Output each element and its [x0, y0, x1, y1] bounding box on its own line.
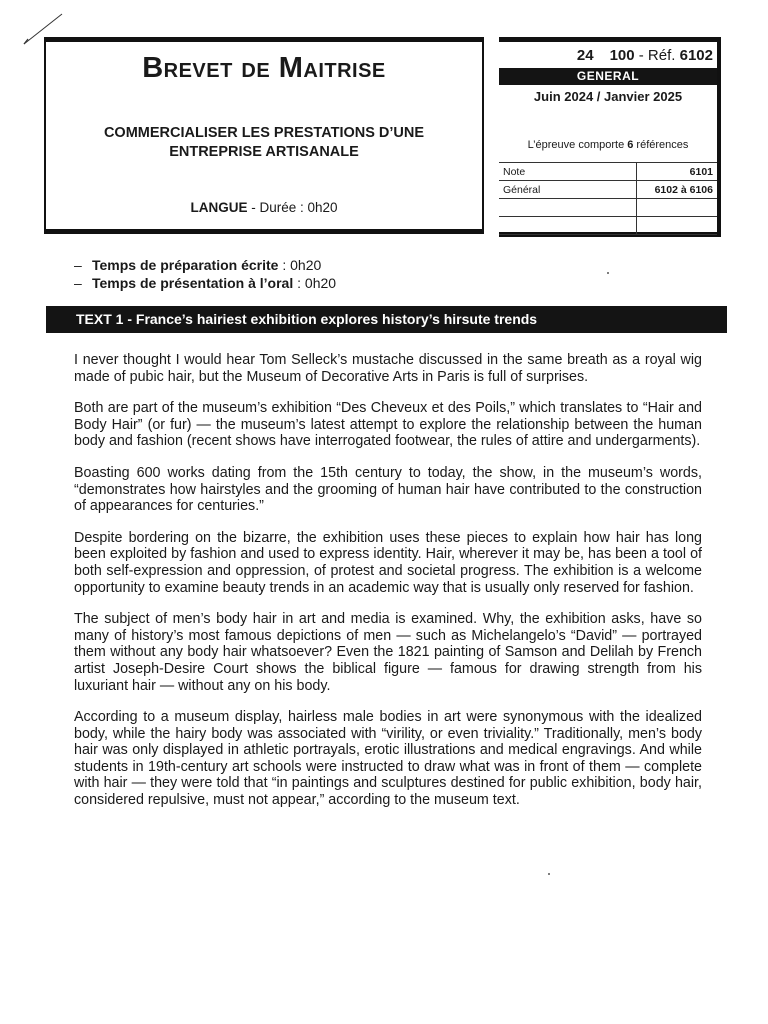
prep-label: Temps de présentation à l’oral — [92, 275, 294, 291]
table-row — [499, 199, 717, 217]
duration-text: - Durée : 0h20 — [247, 200, 338, 215]
bullet-dash: – — [74, 275, 82, 291]
prep-label: Temps de préparation écrite — [92, 257, 279, 273]
course-title-line-2: ENTREPRISE ARTISANALE — [169, 144, 359, 160]
ref-code-a: 24 — [576, 47, 594, 64]
epreuve-text-after: références — [633, 139, 689, 151]
table-row — [499, 163, 717, 181]
ref-code-b: 100 — [609, 47, 635, 64]
brevet-title: Brevet de Maitrise — [142, 52, 386, 84]
course-title-line-1: COMMERCIALISER LES PRESTATIONS D’UNE — [103, 125, 425, 141]
scan-speck — [607, 272, 609, 274]
ref-table-label: Général — [499, 181, 637, 199]
epreuve-count-line — [499, 139, 717, 151]
prep-value: : 0h20 — [278, 257, 322, 273]
ref-table-label: Note — [499, 163, 637, 181]
article-body — [74, 352, 702, 824]
reference-table — [499, 162, 717, 235]
langue-label: LANGUE — [190, 200, 248, 215]
paragraph: According to a museum display, hairless male bodies in art were synonymous with the idealized body, while the hairy body was associated with “virility, or even triviality.” Traditionally, men’s body hair was only displayed in athletic portrayals, erotic illustrations and medical engravings. And while students in 19th-century art schools were instructed to draw what was in front of them — complete with hair — they were told that “in paintings and sculptures destined for public exhibition, body hair, considered repulsive, must not appear,” according to the museum text. — [74, 709, 702, 809]
epreuve-count: 6 — [627, 139, 634, 151]
paragraph: Boasting 600 works dating from the 15th century to today, the show, in the museum’s words, “demonstrates how hairstyles and the grooming of human hair have contributed to the construction of appearances for centuries.” — [74, 464, 702, 515]
table-row — [499, 181, 717, 199]
preparation-times — [74, 256, 336, 292]
ref-table-value — [637, 199, 718, 217]
ref-table-label — [499, 199, 637, 217]
session-dates: Juin 2024 / Janvier 2025 — [533, 89, 683, 104]
prep-value: : 0h20 — [293, 275, 337, 291]
table-row — [499, 217, 717, 235]
ref-number: 6102 — [679, 47, 713, 64]
ref-prefix: - Réf. — [638, 47, 676, 64]
paragraph: The subject of men’s body hair in art and media is examined. Why, the exhibition asks, have so many of history’s most famous depictions of men — such as Michelangelo’s “David” — portrayed them without any body hair whatsoever? Even the 1821 painting of Samson and Delilah by French artist Joseph-Desire Court shows the biblical figure — famous for drawing strength from his luxuriant hair — without any on his body. — [74, 611, 702, 694]
list-item — [74, 256, 336, 274]
paragraph: Both are part of the museum’s exhibition “Des Cheveux et des Poils,” which translates to “Hair and Body Hair” (or fur) — the museum’s latest attempt to explore the relationship between the human body and fashion (recent shows have interrogated footwear, the rules of attire and undergarments). — [74, 400, 702, 450]
reference-box — [499, 37, 721, 237]
general-label: GENERAL — [499, 68, 717, 85]
paragraph: Despite bordering on the bizarre, the exhibition uses these pieces to explain how hair has long been exploited by fashion and used to express identity. Hair, wherever it may be, has been a tool of both self-expression and oppression, of protest and societal progress. The exhibition is a welcome opportunity to examine beauty trends in an academic way that is usually only reserved for fashion. — [74, 529, 702, 596]
ref-table-label — [499, 217, 637, 235]
section-title: TEXT 1 - France’s hairiest exhibition explores history’s hirsute trends — [46, 306, 727, 333]
paragraph: I never thought I would hear Tom Selleck’s mustache discussed in the same breath as a royal wig made of pubic hair, but the Museum of Decorative Arts in Paris is full of surprises. — [74, 352, 702, 385]
bullet-dash: – — [74, 257, 82, 273]
epreuve-text-before: L’épreuve comporte — [527, 139, 628, 151]
ref-table-value: 6102 à 6106 — [637, 181, 718, 199]
langue-duration — [46, 200, 482, 215]
exam-title-box — [44, 37, 484, 234]
list-item — [74, 274, 336, 292]
reference-code — [577, 47, 713, 64]
ref-table-value: 6101 — [637, 163, 718, 181]
ref-table-value — [637, 217, 718, 235]
course-title — [66, 124, 462, 162]
scan-speck — [548, 873, 550, 875]
